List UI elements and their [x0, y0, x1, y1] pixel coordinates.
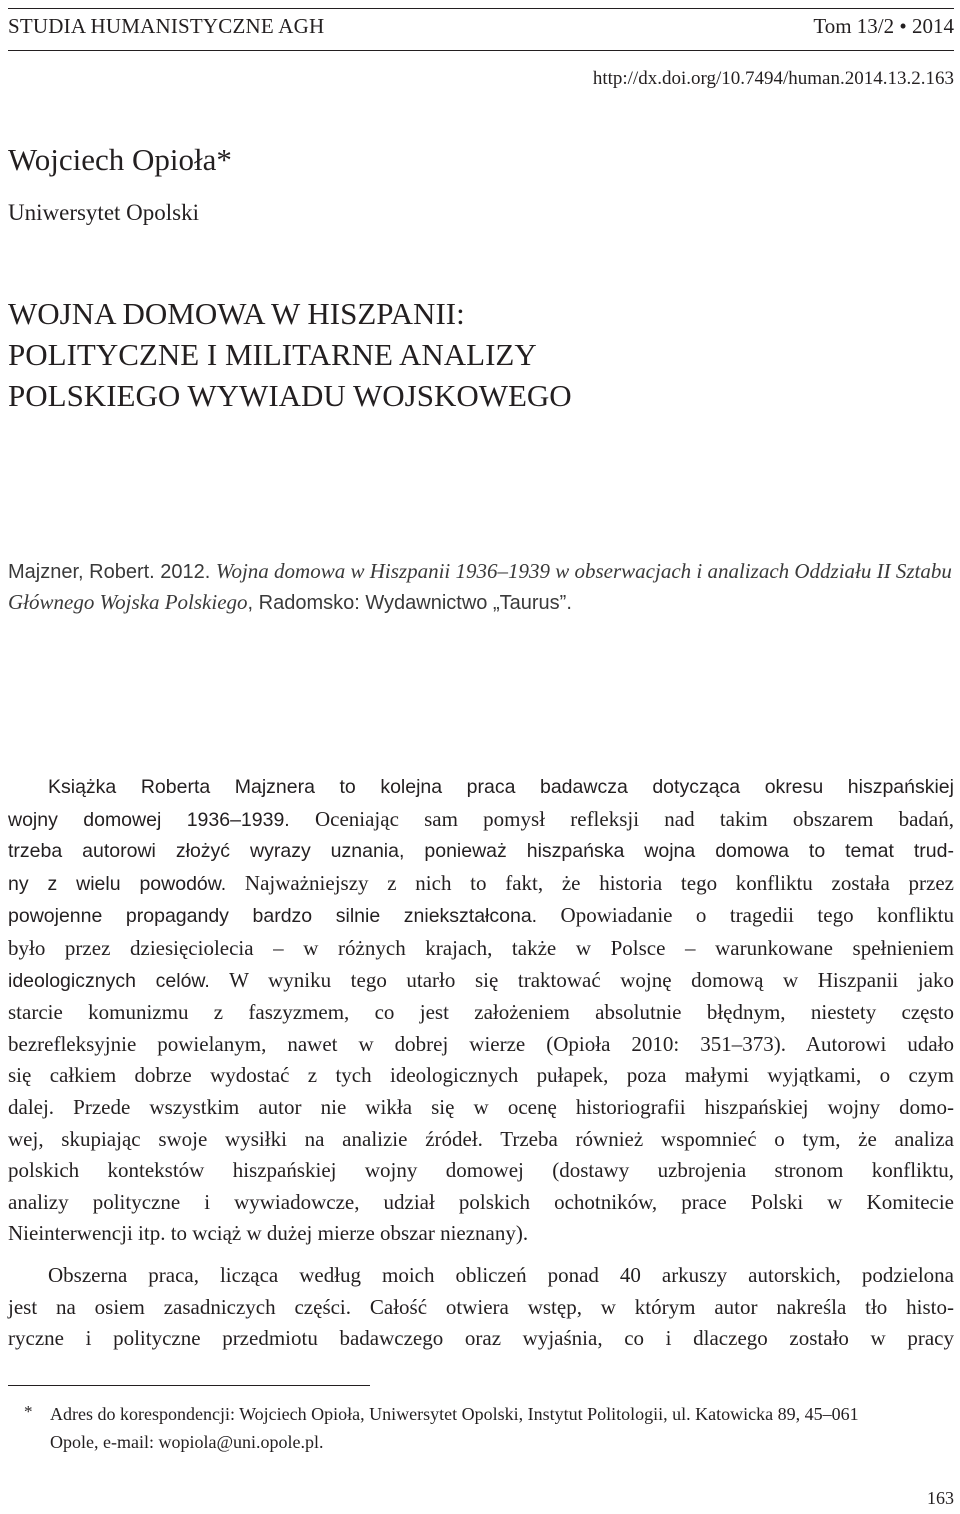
text-run: Przede wszystkim autor nie wikła się w ocenę historiografii hiszpańskiej wojny domo- [73, 1094, 954, 1119]
text-line: jest na osiem zasadniczych części. Całość otwiera wstęp, w którym autor nakreśla tło histo- [8, 1294, 954, 1319]
title-line: WOJNA DOMOWA W HISZPANII: [8, 296, 465, 331]
text-run: ny z wielu powodów. [8, 872, 227, 895]
title-line: POLITYCZNE I MILITARNE ANALIZY [8, 337, 537, 372]
text-line [8, 868, 954, 901]
text-line: Nieinterwencji itp. to wciąż w dużej mierze obszar nieznany). [8, 1221, 529, 1246]
text-line: Obszerna praca, licząca według moich obliczeń ponad 40 arkuszy autorskich, podzielona [48, 1263, 954, 1287]
citation-suffix: , Radomsko: Wydawnictwo „Taurus”. [247, 592, 572, 614]
body-paragraph [8, 772, 954, 1250]
title-line: POLSKIEGO WYWIADU WOJSKOWEGO [8, 378, 572, 413]
citation-prefix: Majzner, Robert. 2012. [8, 561, 216, 583]
author-affiliation: Uniwersytet Opolski [8, 200, 200, 225]
text-line: starcie komunizmu z faszyzmem, co jest założeniem absolutnie błędnym, niestety często [8, 1000, 954, 1025]
journal-volume: Tom 13/2 • 2014 [813, 14, 954, 38]
text-run: ideologicznych celów. [8, 969, 210, 992]
text-run: dalej. [8, 1094, 55, 1119]
footnote-line: Opole, e-mail: wopiola@uni.opole.pl. [50, 1432, 324, 1452]
page-number: 163 [927, 1488, 954, 1508]
text-run: W wyniku tego utarło się traktować wojnę domową w Hiszpanii jako [229, 967, 954, 992]
text-line [8, 1092, 954, 1124]
text-line: ryczne i polityczne przedmiotu badawczego oraz wyjaśnia, co i dlaczego zostało w pracy [8, 1326, 954, 1351]
footnote-line: Adres do korespondencji: Wojciech Opioła, Uniwersytet Opolski, Instytut Politologii, ul. Katowicka 89, 45–061 [50, 1404, 859, 1424]
footnote-marker: * [24, 1402, 33, 1421]
header-bottom-rule [8, 50, 954, 51]
footnote-rule [8, 1385, 370, 1386]
text-line: polskich kontekstów hiszpańskiej wojny domowej (dostawy uzbrojenia stronom konfliktu, [8, 1158, 954, 1183]
header-top-rule [8, 8, 954, 9]
text-line [8, 1124, 954, 1156]
text-line: bezrefleksyjnie powielanym, nawet w dobrej wierze (Opioła 2010: 351–373). Autorowi udało [8, 1031, 954, 1056]
article-title [8, 293, 572, 416]
text-line: Książka Roberta Majznera to kolejna praca badawcza dotycząca okresu hiszpańskiej [48, 776, 954, 798]
text-run: Opowiadanie o tragedii tego konfliktu [560, 903, 954, 928]
text-line: było przez dziesięciolecia – w różnych krajach, także w Polsce – warunkowane spełnieniem [8, 935, 954, 960]
text-line: trzeba autorowi złożyć wyrazy uznania, ponieważ hiszpańska wojna domowa to temat trud- [8, 840, 954, 863]
footnote-text [50, 1400, 955, 1456]
reviewed-book-citation [8, 556, 956, 618]
text-run: Oceniając sam pomysł refleksji nad takim obszarem badań, [314, 806, 954, 831]
text-line: się całkiem dobrze wydostać z tych ideologicznych pułapek, poza małymi wyjątkami, o czym [8, 1063, 954, 1088]
text-run: Najważniejszy z nich to fakt, że historia tego konfliktu została przez [244, 870, 954, 895]
text-line: analizy polityczne i wywiadowcze, udział polskich ochotników, prace Polski w Komitecie [8, 1189, 954, 1214]
text-line [8, 900, 954, 933]
text-run: wej, skupiając swoje wysiłki na analizie źródeł. [8, 1126, 483, 1151]
doi-link[interactable]: http://dx.doi.org/10.7494/human.2014.13.2.163 [592, 68, 954, 89]
text-line [8, 804, 954, 837]
citation-book-title: Wojna domowa w Hiszpanii 1936–1939 w obserwacjach i analizach Oddziału II Sztabu Głównego Wojska Polskiego [8, 559, 952, 614]
text-run: Trzeba również wspomnieć o tym, że analiza [500, 1126, 954, 1151]
text-run: wojny domowej 1936–1939. [8, 808, 290, 831]
author-name: Wojciech Opioła* [8, 142, 232, 177]
journal-name: STUDIA HUMANISTYCZNE AGH [8, 14, 325, 38]
text-line [8, 965, 954, 998]
body-paragraph [8, 1260, 954, 1355]
text-run: powojenne propagandy bardzo silnie zniekształcona. [8, 905, 538, 928]
